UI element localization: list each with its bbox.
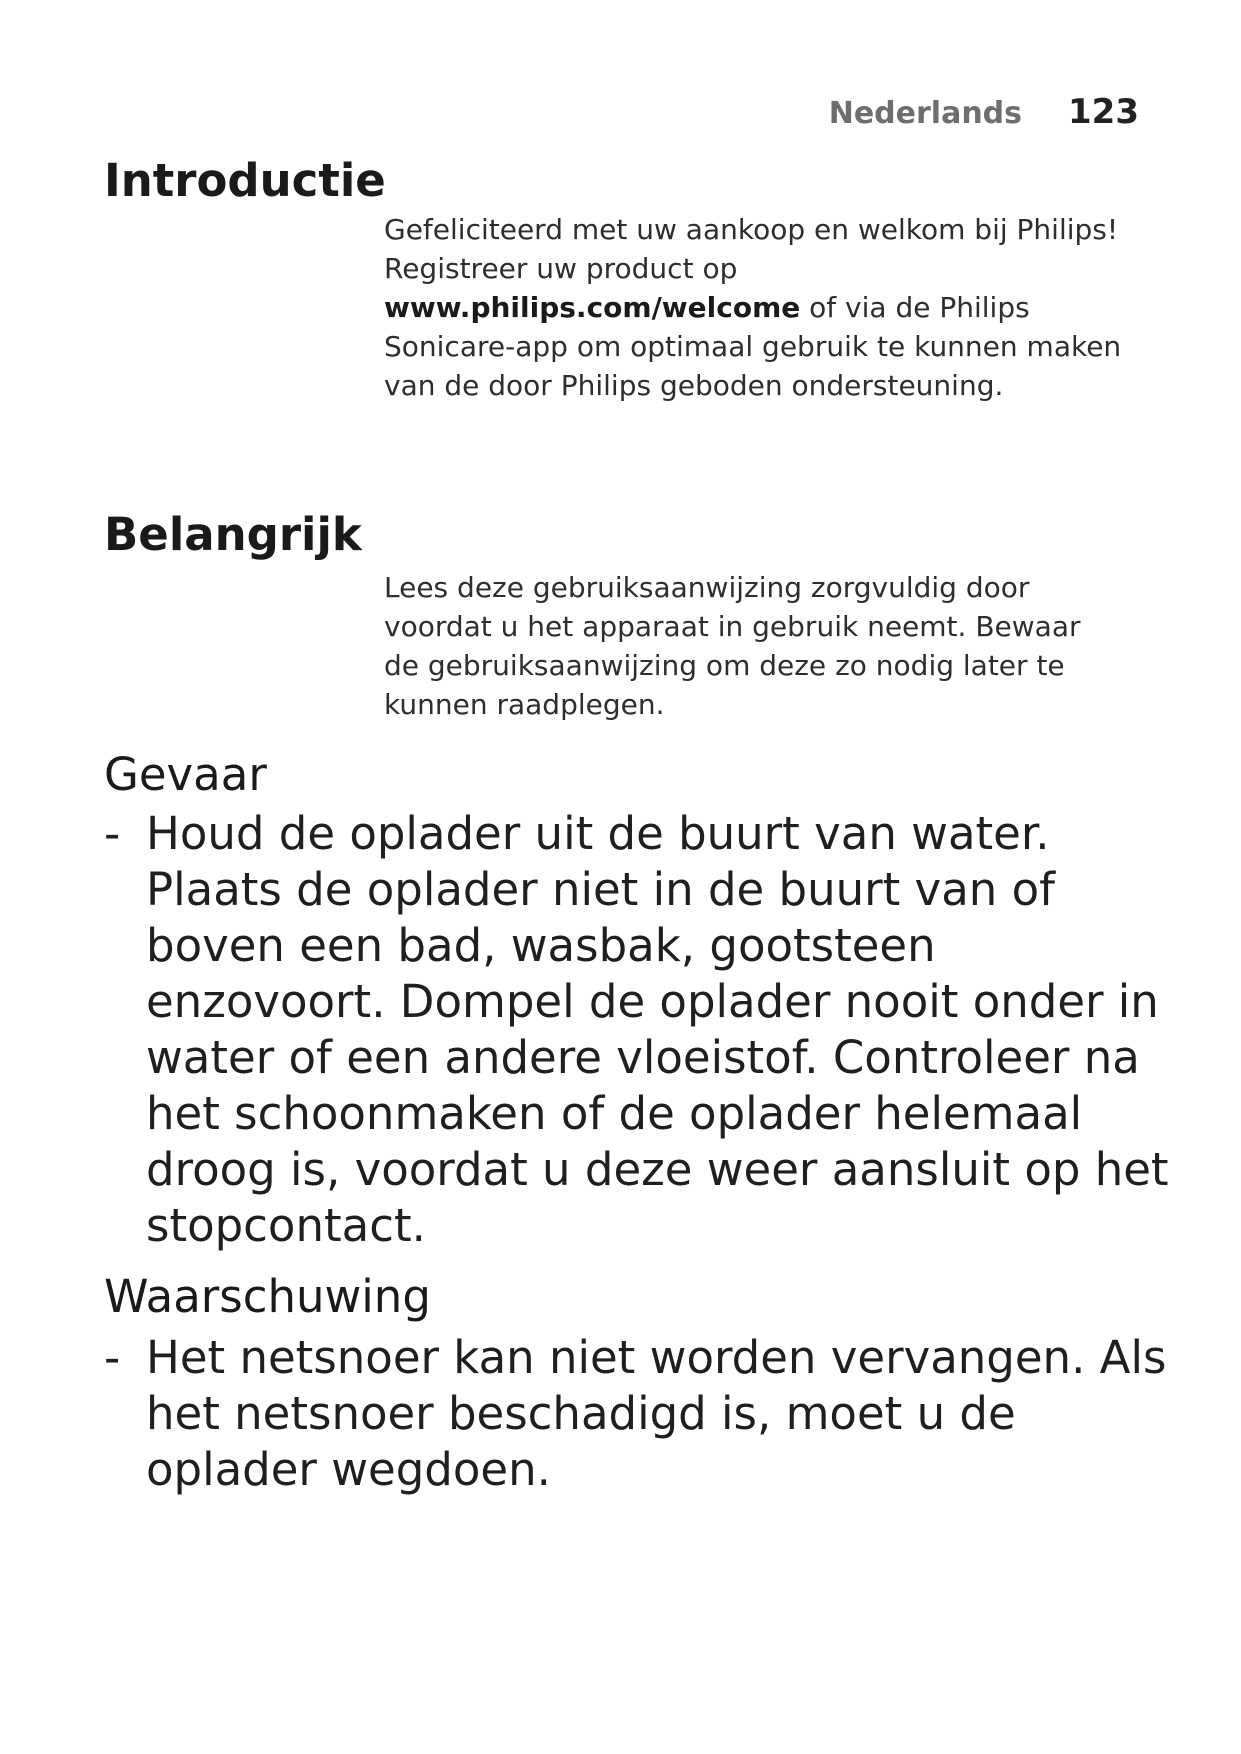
gevaar-list-item [104,806,1186,1254]
page-header [829,92,1139,132]
waarschuwing-item-text: Het netsnoer kan niet worden vervangen. Als het netsnoer beschadigd is, moet u de oplader wegdoen. [146,1331,1167,1496]
section-title-gevaar: Gevaar [104,748,267,801]
introductie-text-before: Gefeliciteerd met uw aankoop en welkom bij Philips! Registreer uw product op [384,213,1119,285]
section-title-introductie: Introductie [104,154,386,207]
gevaar-bullet: - [104,807,121,860]
header-language: Nederlands [828,96,1023,131]
waarschuwing-list-item [104,1330,1186,1498]
section-title-belangrijk: Belangrijk [104,508,362,561]
waarschuwing-bullet: - [104,1331,121,1384]
introductie-text-after: of via de Philips Sonicare-app om optimaal gebruik te kunnen maken van de door Philips geboden ondersteuning. [384,291,1122,402]
welcome-link[interactable]: www.philips.com/welcome [384,291,801,324]
introductie-paragraph [384,210,1124,405]
gevaar-item-text: Houd de oplader uit de buurt van water. Plaats de oplader niet in de buurt van of boven een bad, wasbak, gootsteen enzovoort. Dompel de oplader nooit onder in water of een andere vloeistof. Controleer na het schoonmaken of de oplader helemaal droog is, voordat u deze weer aansluit op het stopcontact. [146,807,1169,1252]
belangrijk-paragraph: Lees deze gebruiksaanwijzing zorgvuldig door voordat u het apparaat in gebruik neemt. Bewaar de gebruiksaanwijzing om deze zo nodig later te kunnen raadplegen. [384,571,1081,721]
section-title-waarschuwing: Waarschuwing [104,1270,431,1323]
page-number: 123 [1068,92,1139,132]
